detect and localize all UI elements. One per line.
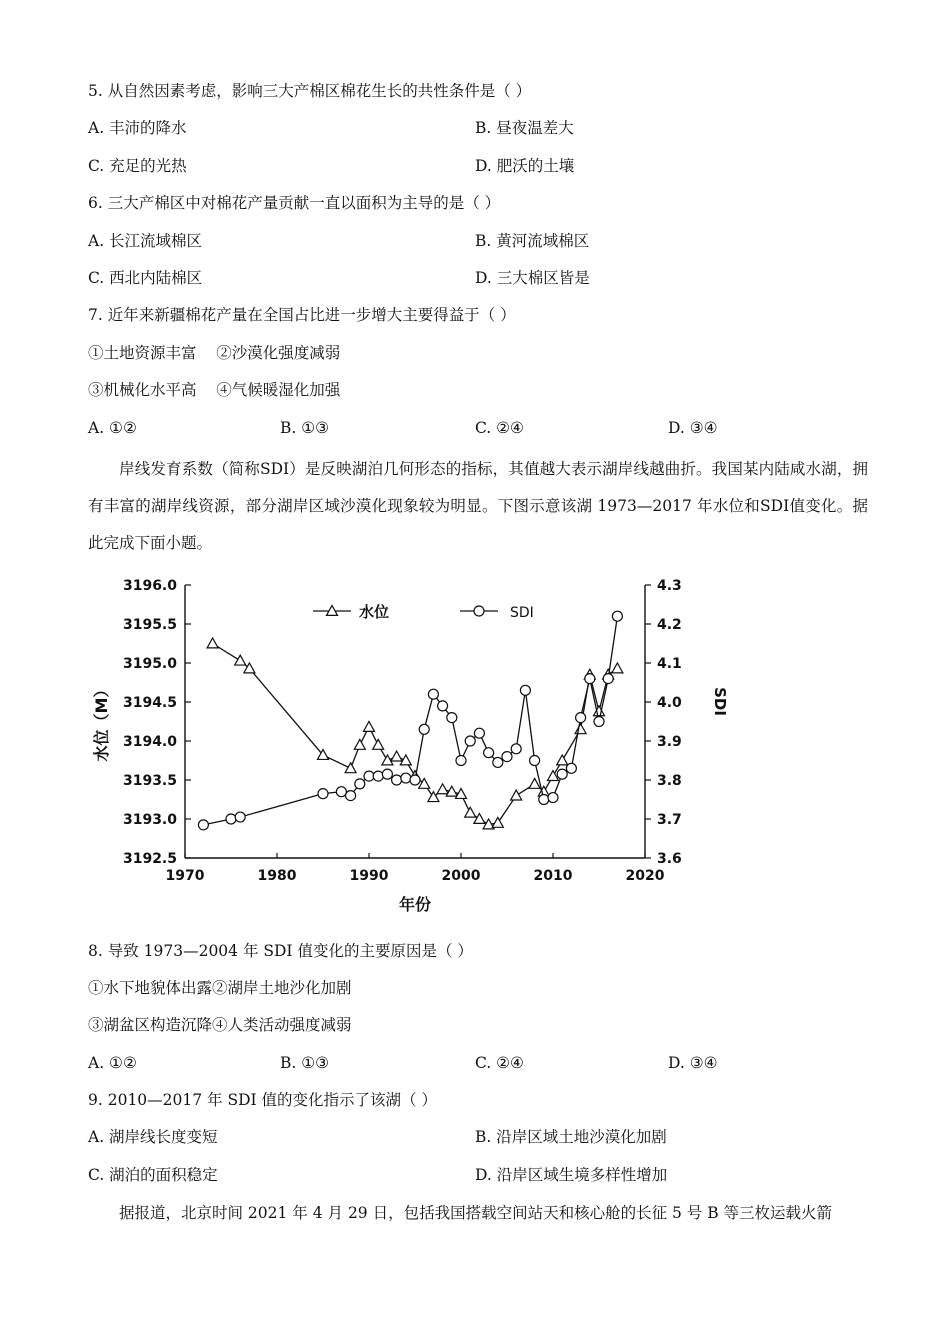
sdi-point: [612, 611, 622, 621]
sdi-point: [520, 685, 530, 695]
sdi-point: [603, 674, 613, 684]
question-5-option-c[interactable]: C. 充足的光热: [88, 157, 187, 175]
question-9-option-c[interactable]: C. 湖泊的面积稳定: [88, 1166, 218, 1184]
left-tick-label: 3195.5: [122, 617, 177, 633]
sdi-point: [198, 820, 208, 830]
intro-text: 岸线发育系数（简称SDI）是反映湖泊几何形态的指标，其值越大表示湖岸线越曲折。我国某内陆咸水湖，拥有丰富的湖岸线资源，部分湖岸区域沙漠化现象较为明显。下图示意该湖 1973—2017 年水位和SDI值变化。据此完成下面小题。: [88, 460, 868, 552]
question-5-option-a[interactable]: A. 丰沛的降水: [88, 119, 187, 137]
water-level-point: [437, 784, 448, 794]
sdi-point: [493, 757, 503, 767]
water-level-point: [235, 655, 246, 665]
sdi-point: [410, 775, 420, 785]
left-axis-label: 水位（M）: [92, 681, 111, 762]
sdi-point: [585, 674, 595, 684]
water-level-point: [465, 807, 476, 817]
water-level-point: [354, 739, 365, 749]
question-8-statements-2: ③湖盆区构造沉降④人类活动强度减弱: [88, 1016, 352, 1034]
sdi-point: [364, 771, 374, 781]
sdi-point: [392, 775, 402, 785]
intro-paragraph: [88, 451, 868, 562]
question-8-option-d[interactable]: D. ③④: [668, 1054, 718, 1072]
sdi-point: [438, 701, 448, 711]
sdi-point: [474, 728, 484, 738]
sdi-point: [456, 756, 466, 766]
question-8-option-b[interactable]: B. ①③: [280, 1054, 330, 1072]
sdi-point: [318, 789, 328, 799]
sdi-point: [539, 795, 549, 805]
left-tick-label: 3192.5: [122, 851, 177, 867]
sdi-point: [566, 763, 576, 773]
left-tick-label: 3194.5: [122, 695, 177, 711]
right-tick-label: 4.3: [657, 578, 682, 594]
x-axis-label: 年份: [398, 895, 432, 914]
sdi-point: [511, 744, 521, 754]
water-level-point: [207, 638, 218, 648]
question-9-option-b[interactable]: B. 沿岸区域土地沙漠化加剧: [475, 1128, 667, 1146]
x-tick-label: 1970: [165, 868, 205, 884]
sdi-point: [530, 756, 540, 766]
water-level-point: [345, 763, 356, 773]
sdi-point: [355, 779, 365, 789]
water-level-point: [391, 751, 402, 761]
question-8-option-c[interactable]: C. ②④: [475, 1054, 524, 1072]
sdi-point: [401, 773, 411, 783]
right-axis-label: SDI: [711, 687, 729, 716]
sdi-point: [594, 717, 604, 727]
right-tick-label: 4.1: [657, 656, 682, 672]
sdi-point: [548, 793, 558, 803]
question-7-option-d[interactable]: D. ③④: [668, 419, 718, 437]
water-level-point: [364, 721, 375, 731]
water-level-point: [373, 739, 384, 749]
sdi-point: [428, 689, 438, 699]
lake-chart: [85, 565, 745, 930]
question-9-stem: 9. 2010—2017 年 SDI 值的变化指示了该湖（ ）: [88, 1091, 437, 1109]
legend-sdi-label: SDI: [510, 605, 534, 621]
sdi-point: [576, 713, 586, 723]
legend-water-label: 水位: [359, 603, 390, 621]
question-7-statements-1: ①土地资源丰富 ②沙漠化强度减弱: [88, 344, 341, 362]
question-6-option-b[interactable]: B. 黄河流域棉区: [475, 232, 590, 250]
question-6-stem: 6. 三大产棉区中对棉花产量贡献一直以面积为主导的是（ ）: [88, 194, 501, 212]
question-7-option-c[interactable]: C. ②④: [475, 419, 524, 437]
right-tick-label: 4.0: [657, 695, 682, 711]
sdi-point: [419, 724, 429, 734]
x-tick-label: 2010: [533, 868, 573, 884]
water-level-point: [594, 706, 605, 716]
x-tick-label: 2000: [441, 868, 481, 884]
water-level-point: [557, 755, 568, 765]
left-tick-label: 3195.0: [122, 656, 177, 672]
footer-paragraph: 据报道，北京时间 2021 年 4 月 29 日，包括我国搭载空间站天和核心舱的长征 5 号 B 等三枚运载火箭: [119, 1204, 833, 1222]
x-tick-label: 1980: [257, 868, 297, 884]
sdi-point: [484, 748, 494, 758]
right-tick-label: 3.7: [657, 812, 682, 828]
sdi-point: [336, 787, 346, 797]
question-9-option-d[interactable]: D. 沿岸区域生境多样性增加: [475, 1166, 668, 1184]
chart-svg: [85, 565, 745, 930]
x-tick-label: 2020: [625, 868, 665, 884]
right-tick-label: 3.9: [657, 734, 682, 750]
sdi-point: [235, 812, 245, 822]
question-7-option-a[interactable]: A. ①②: [88, 419, 137, 437]
question-8-statements-1: ①水下地貌体出露②湖岸土地沙化加剧: [88, 979, 352, 997]
right-tick-label: 3.8: [657, 773, 682, 789]
water-level-point: [529, 778, 540, 788]
right-tick-label: 4.2: [657, 617, 682, 633]
sdi-point: [557, 769, 567, 779]
water-level-point: [474, 814, 485, 824]
sdi-point: [447, 713, 457, 723]
x-tick-label: 1990: [349, 868, 389, 884]
left-tick-label: 3194.0: [122, 734, 177, 750]
question-8-option-a[interactable]: A. ①②: [88, 1054, 137, 1072]
water-level-point: [575, 724, 586, 734]
question-5-option-d[interactable]: D. 肥沃的土壤: [475, 157, 575, 175]
question-5-option-b[interactable]: B. 昼夜温差大: [475, 119, 574, 137]
question-5-stem: 5. 从自然因素考虑，影响三大产棉区棉花生长的共性条件是（ ）: [88, 82, 532, 100]
question-6-option-c[interactable]: C. 西北内陆棉区: [88, 269, 203, 287]
left-tick-label: 3193.5: [122, 773, 177, 789]
question-7-statements-2: ③机械化水平高 ④气候暖湿化加强: [88, 381, 341, 399]
left-tick-label: 3193.0: [122, 812, 177, 828]
water-level-point: [511, 790, 522, 800]
water-level-point: [492, 817, 503, 827]
sdi-point: [502, 752, 512, 762]
sdi-point: [382, 769, 392, 779]
water-level-point: [612, 663, 623, 673]
question-6-option-d[interactable]: D. 三大棉区皆是: [475, 269, 590, 287]
question-7-stem: 7. 近年来新疆棉花产量在全国占比进一步增大主要得益于（ ）: [88, 306, 516, 324]
sdi-point: [373, 771, 383, 781]
question-9-option-a[interactable]: A. 湖岸线长度变短: [88, 1128, 218, 1146]
question-7-option-b[interactable]: B. ①③: [280, 419, 330, 437]
legend-sdi-marker: [474, 606, 484, 616]
question-6-option-a[interactable]: A. 长江流域棉区: [88, 232, 203, 250]
left-tick-label: 3196.0: [122, 578, 177, 594]
right-tick-label: 3.6: [657, 851, 682, 867]
question-8-stem: 8. 导致 1973—2004 年 SDI 值变化的主要原因是（ ）: [88, 942, 473, 960]
sdi-point: [346, 791, 356, 801]
sdi-point: [226, 814, 236, 824]
sdi-point: [465, 736, 475, 746]
